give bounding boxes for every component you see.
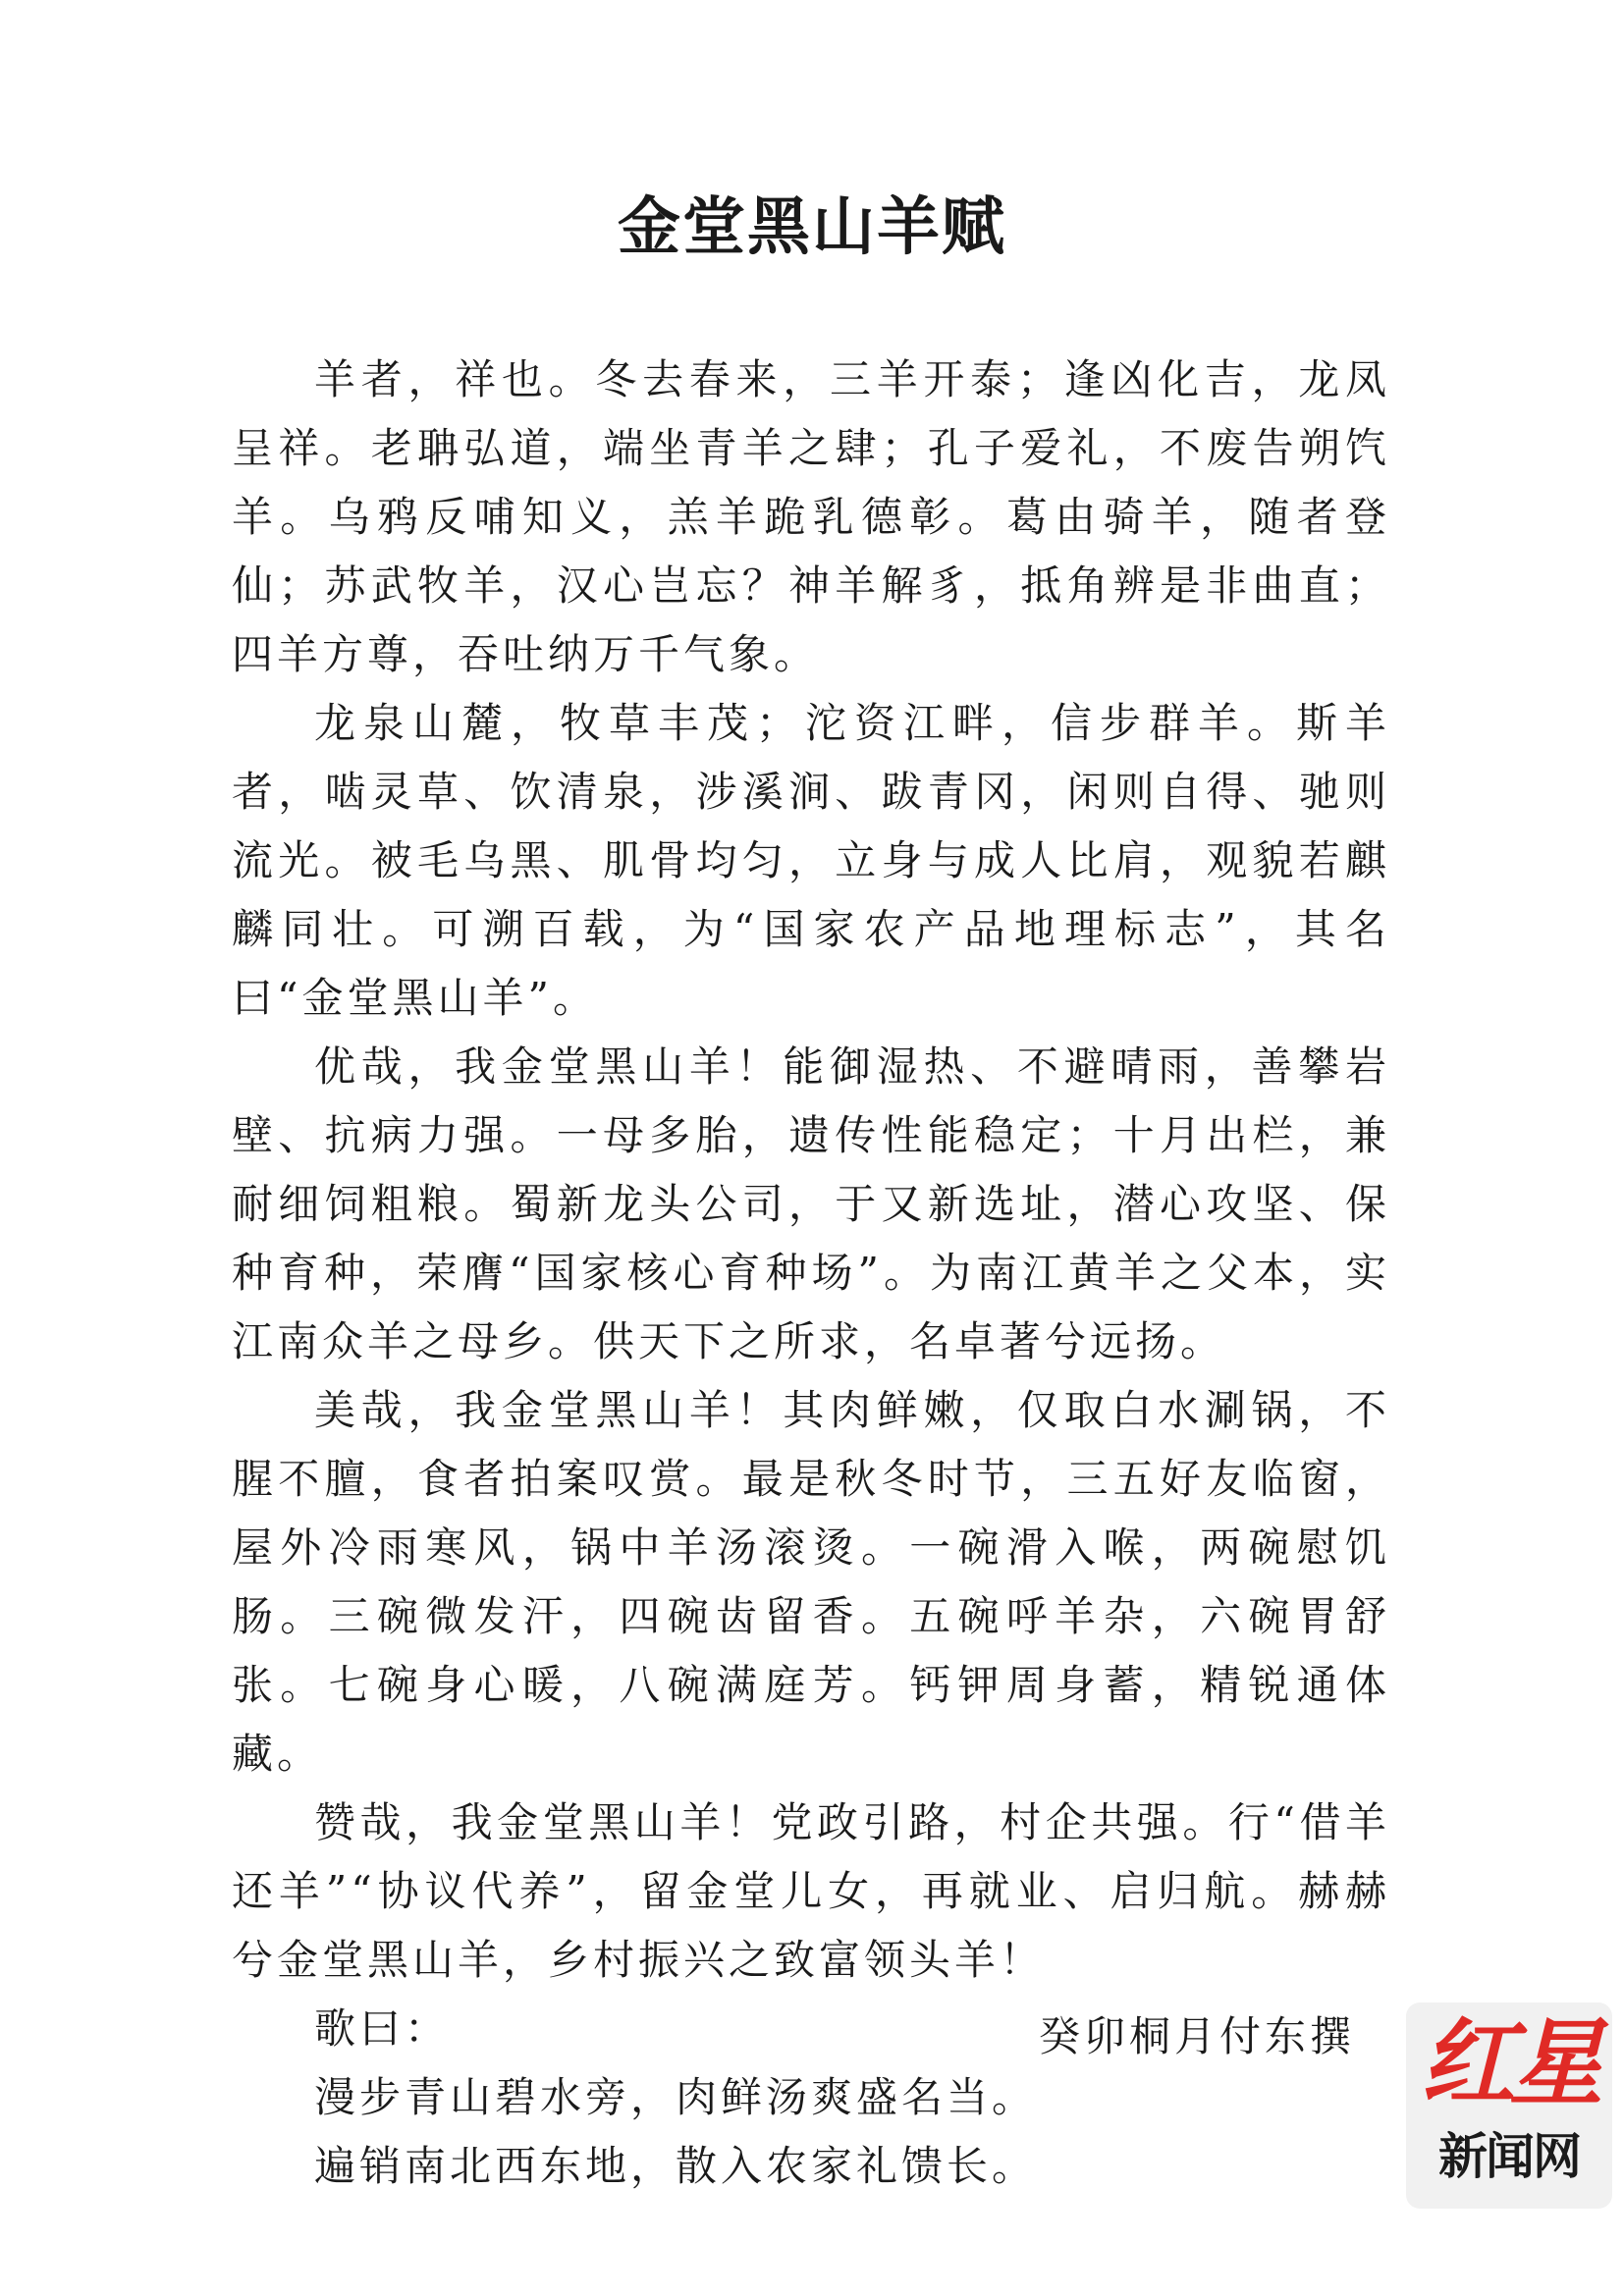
song-intro: 歌曰： bbox=[314, 2004, 451, 2053]
article-body bbox=[232, 346, 1390, 2201]
paragraph-5: 赞哉，我金堂黑山羊！党政引路，村企共强。行“借羊还羊”“协议代养”，留金堂儿女，再就业、启归航。赫赫兮金堂黑山羊，乡村振兴之致富领头羊！ bbox=[232, 1798, 1390, 1984]
paragraph-1: 羊者，祥也。冬去春来，三羊开泰；逢凶化吉，龙凤呈祥。老聃弘道，端坐青羊之肆；孔子爱礼，不废告朔饩羊。乌鸦反哺知义，羔羊跪乳德彰。葛由骑羊，随者登仙；苏武牧羊，汉心岂忘？神羊解豸，抵角辨是非曲直；四羊方尊，吞吐纳万千气象。 bbox=[232, 355, 1390, 678]
logo-main-text: 红星 bbox=[1421, 2008, 1597, 2118]
author-signature: 癸卯桐月付东撰 bbox=[1038, 2012, 1355, 2060]
paragraph-4: 美哉，我金堂黑山羊！其肉鲜嫩，仅取白水涮锅，不腥不膻，食者拍案叹赏。最是秋冬时节，三五好友临窗，屋外冷雨寒风，锅中羊汤滚烫。一碗滑入喉，两碗慰饥肠。三碗微发汗，四碗齿留香。五碗呼羊杂，六碗胃舒张。七碗身心暖，八碗满庭芳。钙钾周身蓄，精锐通体藏。 bbox=[232, 1386, 1390, 1778]
logo-sub-text: 新闻网 bbox=[1438, 2128, 1580, 2185]
paragraph-3: 优哉，我金堂黑山羊！能御湿热、不避晴雨，善攀岩壁、抗病力强。一母多胎，遗传性能稳定；十月出栏，兼耐细饲粗粮。蜀新龙头公司，于又新选址，潜心攻坚、保种育种，荣膺“国家核心育种场”。为南江黄羊之父本，实江南众羊之母乡。供天下之所求，名卓著兮远扬。 bbox=[232, 1042, 1390, 1365]
page-title: 金堂黑山羊赋 bbox=[618, 190, 1006, 264]
verse-line-1: 漫步青山碧水旁，肉鲜汤爽盛名当。 bbox=[314, 2073, 1038, 2121]
verse-line-2: 遍销南北西东地，散入农家礼馈长。 bbox=[314, 2142, 1038, 2190]
red-star-news-logo bbox=[1406, 2002, 1612, 2209]
paragraph-2: 龙泉山麓，牧草丰茂；沱资江畔，信步群羊。斯羊者，啮灵草、饮清泉，涉溪涧、跋青冈，闲则自得、驰则流光。被毛乌黑、肌骨均匀，立身与成人比肩，观貌若麒麟同壮。可溯百载，为“国家农产品地理标志”，其名曰“金堂黑山羊”。 bbox=[232, 699, 1390, 1022]
